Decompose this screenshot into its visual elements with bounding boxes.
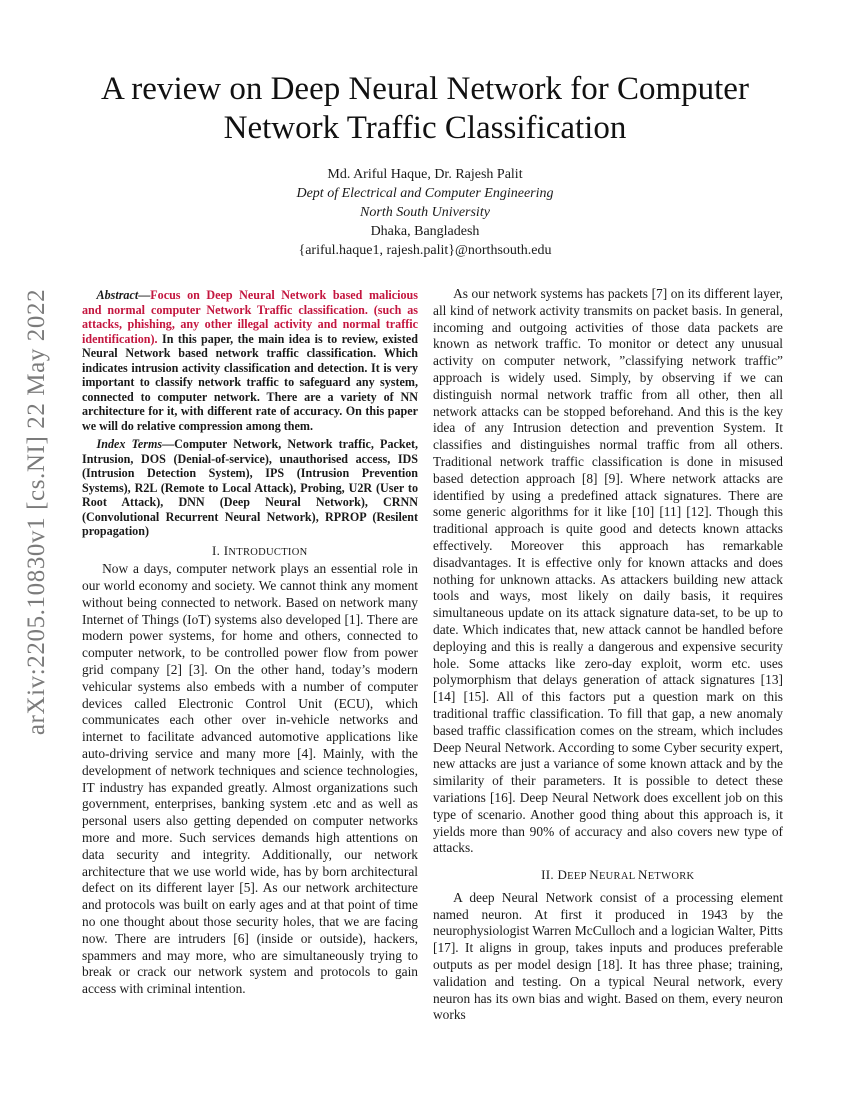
abstract-paragraph	[82, 288, 418, 433]
index-terms-label: Index Terms	[96, 437, 163, 451]
index-terms-paragraph	[82, 437, 418, 539]
affiliation-department: Dept of Electrical and Computer Engineering	[296, 186, 554, 201]
section-heading-introduction	[82, 543, 418, 562]
left-column	[82, 288, 418, 998]
arxiv-identifier	[14, 262, 60, 762]
author-block	[200, 165, 650, 260]
title-line-1: A review on Deep Neural Network for Computer	[101, 71, 749, 107]
author-emails: {ariful.haque1, rajesh.palit}@northsouth.edu	[298, 243, 552, 258]
affiliation-university: North South University	[360, 205, 490, 220]
title-line-2: Network Traffic Classification	[223, 110, 627, 146]
deep-neural-network-paragraph: A deep Neural Network consist of a processing element named neuron. At first it produced in 1943 by the neurophysiologist Warren McCulloch and a logician Walter, Pitts [17]. It aligns in group, takes inputs and produces preferable outputs as per model design [18]. It has three phase; training, validation and testing. On a typical Neural network, every neuron has its own bias and wight. Based on them, every neuron works	[433, 889, 783, 1023]
right-column	[433, 286, 783, 1024]
affiliation-city: Dhaka, Bangladesh	[370, 224, 480, 239]
abstract-dash: —	[138, 288, 151, 302]
section2-numeral: II.	[541, 867, 558, 883]
index-terms-text: Computer Network, Network traffic, Packet, Intrusion, DOS (Denial-of-service), unauthorised access, IDS (Intrusion Detection System), IPS (Intrusion Prevention Systems), R2L (Remote to Local Attack), Probing, U2R (User to Root Attack), DNN (Deep Neural Network), CRNN (Convolutional Recurrent Neural Network), RPROP (Resilent propagation)	[82, 437, 419, 538]
paper-title	[70, 70, 780, 148]
section2-rest-3: ETWORK	[647, 871, 695, 883]
section2-initial-3: N	[638, 867, 648, 883]
abstract-highlighted-text: Focus on Deep Neural Network based malicious and normal computer Network Traffic classification. (such as attacks, phishing, any other illegal activity and normal traffic identification).	[82, 288, 418, 346]
section2-initial-1: D	[557, 867, 568, 883]
abstract-text: In this paper, the main idea is to review, existed Neural Network based network traffic classification. Which indicates intrusion activity classification and detection. It is very important to classify network traffic to safeguard any system, connected to computer network. There are a variety of NN architecture for it, with different rate of accuracy. On this paper we will do relative compression among them.	[82, 331, 418, 433]
arxiv-identifier-text: arXiv:2205.10830v1 [cs.NI] 22 May 2022	[23, 288, 51, 736]
introduction-paragraph: Now a days, computer network plays an essential role in our world economy and society. We cannot think any moment without being connected to network. Based on network many Internet of Things (IoT) systems also developed [1]. There are modern power systems, for home and others, connected to computer network, to be controlled power flow from power grid company [2] [3]. On the other hand, today’s modern vehicular systems also embeds with a number of computer devices called Electronic Control Unit (ECU), which communicates each other over in-vehicle networks and internet to facilitate advanced automotive applications like auto-driving service and many more [4]. Mainly, with the development of network techniques and science technologies, IT industry has expanded greatly. Almost organizations such government, enterprises, banking system .etc and as well as personal users also getting depended on computer networks more and more. Such services demands high attentions on data security and integrity. Additionally, our network architecture that we use world wide, has by born architectural defect on its different layer [5]. As our network architecture and protocols was built on early ages and at that point of time no one thought about those security holes, that we are facing now. There are intruders [6] (inside or outside), hackers, spammers and may more, who are simultaneously trying to break or crack our network system and protocols to gain access with criminal intention.	[82, 561, 418, 997]
section1-numeral: I.	[211, 542, 224, 558]
section2-rest-1: EEP	[567, 871, 590, 883]
traffic-classification-paragraph: As our network systems has packets [7] on its different layer, all kind of network activity transmits on packet basis. In general, incoming and outgoing activities of those data packets are known as network traffic. To monitor or detect any unusual activity on computer network, ”classifying network traffic” approach is widely used. Simply, by observing if we can distinguish normal network traffic from all other, then all network attacks can be stopped beforehand. And this is the key idea of any Intrusion detection and prevention System. It classifies and distinguishes normal traffic from all others. Traditional network traffic classification is done in misused based detection approach [8] [9]. Where network attacks are identified by using a predefined attack signatures. There are some generic algorithms for it like [10] [11] [12]. Though this traditional approach is quite good and detects known attacks effectively. Moreover this approach has remarkable disadvantages. It is effective only for known attacks and does nothing for unknown attacks. As attackers building new attack tools and ways, most likely on daily basis, it requires simultaneous update on its attack signature data-set, to be up to date. Which indicates that, new attack cannot be handled before deploying and this is really a dangerous and expensive security hole. Some attacks like zero-day exploit, worm etc. uses polymorphism that delays generation of attack signatures [13] [14] [15]. All of this factors put a question mark on this traditional traffic classification. To fill that gap, a new anomaly based traffic classification comes on the stream, which includes Deep Neural Network. According to some Cyber security expert, new attacks are just a variance of some known attack and by the similarity of their parameters. It is possible to detect these variations [16]. Deep Neural Network does excellent job on this type of scenario. Another good thing about this approach is, it yields more than 90% of accuracy and also covers new type of attacks.	[433, 286, 783, 856]
abstract-label: Abstract	[96, 288, 139, 302]
abstract-block	[82, 288, 418, 539]
section-heading-deep-neural-network	[433, 867, 783, 886]
index-terms-dash: —	[162, 437, 175, 451]
section2-initial-2: N	[589, 867, 599, 883]
author-names: Md. Ariful Haque, Dr. Rajesh Palit	[327, 167, 523, 182]
section1-title-rest: NTRODUCTION	[228, 546, 308, 558]
section2-rest-2: EURAL	[598, 871, 638, 883]
section1-initial: I	[223, 542, 229, 558]
